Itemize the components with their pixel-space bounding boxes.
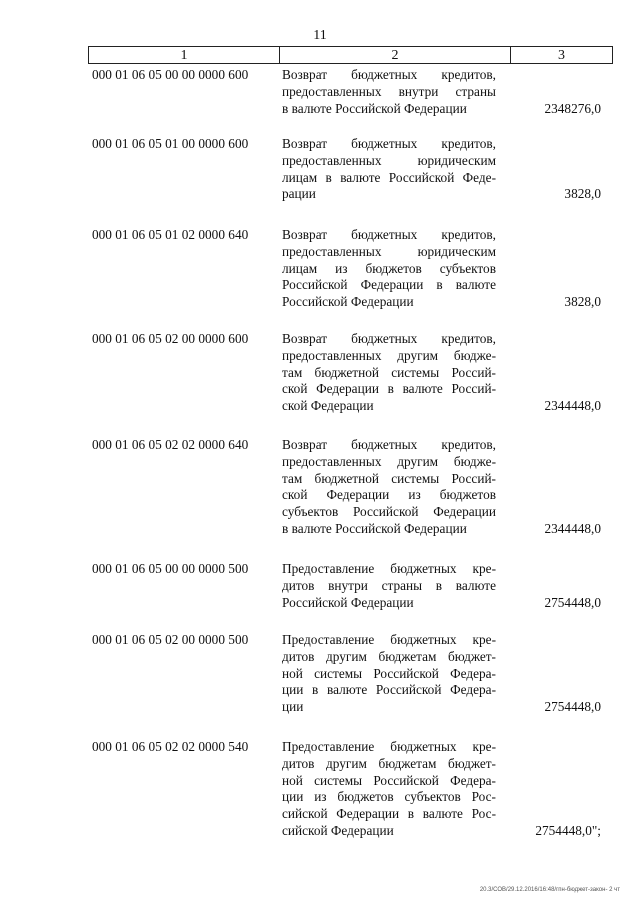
row-description — [282, 561, 496, 611]
description-line: лицам в валюте Российской Феде- — [282, 169, 496, 185]
budget-code: 000 01 06 05 02 00 0000 500 — [92, 632, 249, 647]
row-amount: 2348276,0 — [544, 100, 601, 116]
description-line: ской Федерации из бюджетов — [282, 487, 496, 503]
description-line: предоставленных внутри страны — [282, 83, 496, 99]
page-number: 11 — [313, 28, 327, 43]
description-line: Предоставление бюджетных кре- — [282, 739, 496, 754]
row-description — [282, 739, 496, 840]
description-line: Возврат бюджетных кредитов, — [282, 67, 496, 82]
description-line: дитов другим бюджетам бюджет- — [282, 755, 496, 771]
row-description — [282, 331, 496, 415]
description-line: в валюте Российской Федерации — [282, 520, 467, 536]
row-description — [282, 632, 496, 716]
budget-code: 000 01 06 05 02 00 0000 600 — [92, 331, 249, 346]
description-line: предоставленных другим бюдже- — [282, 453, 496, 469]
description-line: лицам из бюджетов субъектов — [282, 260, 496, 276]
table-header — [88, 46, 613, 64]
row-amount: 2754448,0 — [544, 699, 601, 715]
row-amount: 3828,0 — [564, 186, 601, 202]
description-line: ной системы Российской Федера- — [282, 665, 496, 681]
budget-code: 000 01 06 05 01 00 0000 600 — [92, 136, 249, 151]
description-line: ции из бюджетов субъектов Рос- — [282, 789, 496, 805]
description-line: Российской Федерации — [282, 294, 414, 310]
description-line: субъектов Российской Федерации — [282, 504, 496, 520]
row-description — [282, 437, 496, 538]
budget-code: 000 01 06 05 01 02 0000 640 — [92, 227, 249, 242]
description-line: рации — [282, 186, 316, 202]
header-col-1: 1 — [89, 47, 280, 63]
description-line: дитов внутри страны в валюте — [282, 577, 496, 593]
header-col-2: 2 — [280, 47, 511, 63]
budget-code: 000 01 06 05 00 00 0000 600 — [92, 67, 249, 82]
row-amount: 2344448,0 — [544, 398, 601, 414]
description-line: ции — [282, 699, 304, 715]
description-line: Предоставление бюджетных кре- — [282, 561, 496, 576]
description-line: Возврат бюджетных кредитов, — [282, 227, 496, 242]
description-line: Российской Федерации в валюте — [282, 277, 496, 293]
description-line: там бюджетной системы Россий- — [282, 470, 496, 486]
description-line: ной системы Российской Федера- — [282, 772, 496, 788]
description-line: дитов другим бюджетам бюджет- — [282, 648, 496, 664]
row-amount: 2344448,0 — [544, 521, 601, 536]
row-amount: 3828,0 — [564, 294, 601, 310]
description-line: ской Федерации — [282, 398, 374, 414]
description-line: предоставленных другим бюдже- — [282, 347, 496, 363]
footer-stamp: 20.3/СОВ/29.12.2016/16:48/гпн-бюджет-закон- 2 чт — [479, 887, 620, 893]
description-line: предоставленных юридическим — [282, 243, 496, 259]
description-line: Российской Федерации — [282, 594, 414, 610]
budget-code: 000 01 06 05 02 02 0000 640 — [92, 437, 249, 452]
description-line: сийской Федерации — [282, 822, 394, 838]
description-line: предоставленных юридическим — [282, 152, 496, 168]
description-line: там бюджетной системы Россий- — [282, 364, 496, 380]
row-description — [282, 136, 496, 203]
row-description — [282, 67, 496, 117]
row-amount: 2754448,0"; — [535, 823, 601, 838]
row-description — [282, 227, 496, 311]
description-line: ской Федерации в валюте Россий- — [282, 381, 496, 397]
description-line: ции в валюте Российской Федера- — [282, 682, 496, 698]
description-line: Возврат бюджетных кредитов, — [282, 136, 496, 151]
budget-code: 000 01 06 05 02 02 0000 540 — [92, 739, 249, 754]
header-col-3: 3 — [558, 48, 565, 63]
description-line: Возврат бюджетных кредитов, — [282, 331, 496, 346]
description-line: Предоставление бюджетных кре- — [282, 632, 496, 647]
description-line: сийской Федерации в валюте Рос- — [282, 806, 496, 822]
row-amount: 2754448,0 — [544, 594, 601, 610]
budget-code: 000 01 06 05 00 00 0000 500 — [92, 561, 249, 576]
description-line: в валюте Российской Федерации — [282, 100, 467, 116]
description-line: Возврат бюджетных кредитов, — [282, 437, 496, 452]
